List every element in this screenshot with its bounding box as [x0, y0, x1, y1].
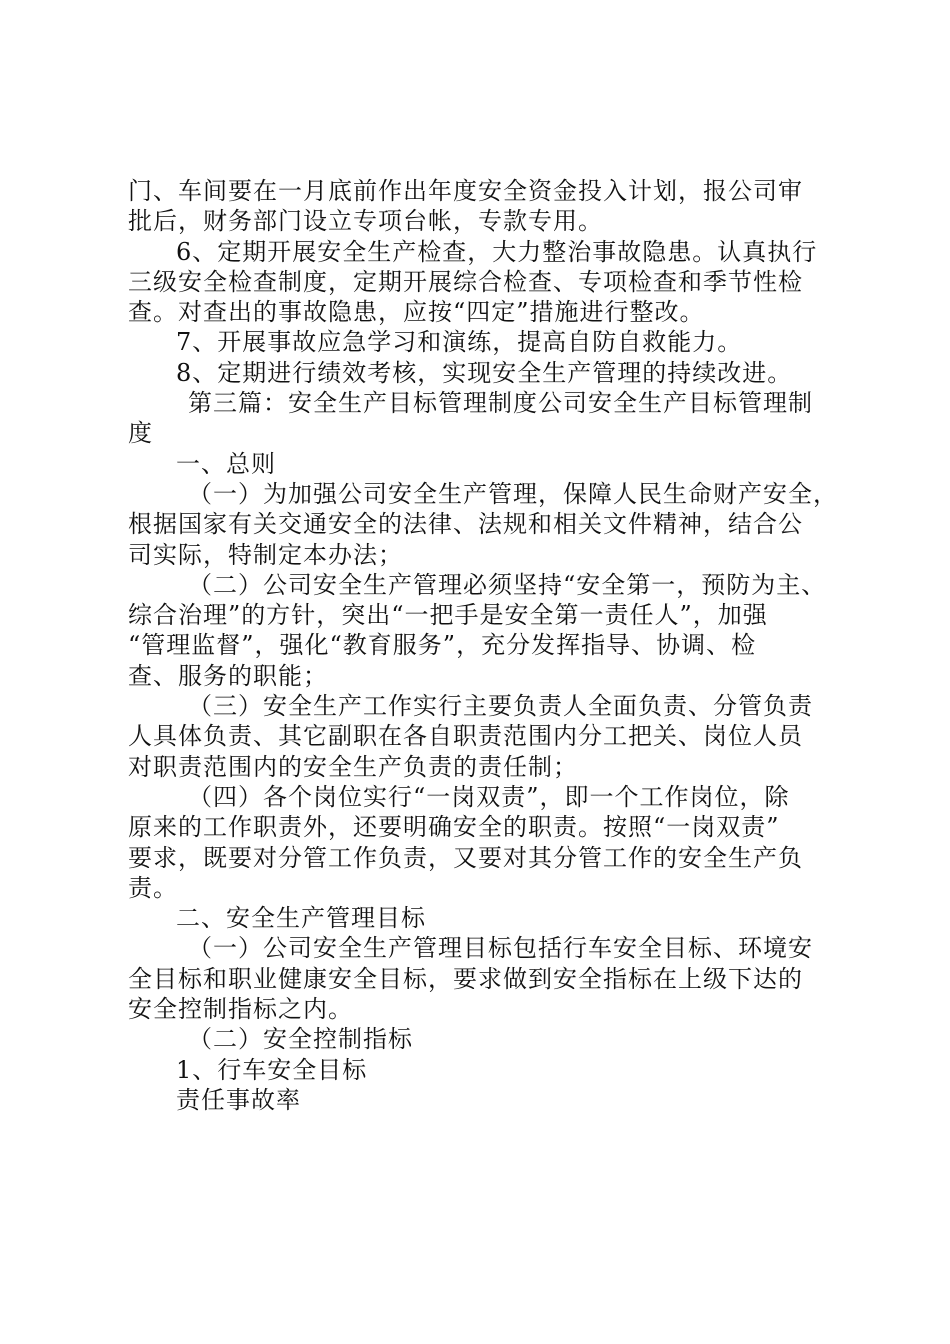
text-line: 8、定期进行绩效考核，实现安全生产管理的持续改进。: [176, 358, 793, 387]
section-heading: 第三篇：安全生产目标管理制度公司安全生产目标管理制: [188, 389, 813, 418]
text-line: 批后，财务部门设立专项台帐，专款专用。: [128, 207, 603, 236]
document-body: [128, 176, 838, 1115]
text-line: 人具体负责、其它副职在各自职责范围内分工把关、岗位人员: [128, 722, 803, 751]
text-line: （四）各个岗位实行“一岗双责”，即一个工作岗位，除: [188, 782, 790, 811]
text-line: （二）公司安全生产管理必须坚持“安全第一，预防为主、: [188, 570, 827, 599]
text-line: 查、服务的职能；: [128, 661, 328, 690]
text-line: 门、车间要在一月底前作出年度安全资金投入计划，报公司审: [128, 177, 803, 205]
text-line: 全目标和职业健康安全目标，要求做到安全指标在上级下达的: [128, 964, 803, 993]
text-line: 查。对查出的事故隐患，应按“四定”措施进行整改。: [128, 298, 705, 327]
text-line: 1、行车安全目标: [176, 1055, 368, 1084]
text-line: 三级安全检查制度，定期开展综合检查、专项检查和季节性检: [128, 267, 803, 296]
subsection-heading: 二、安全生产管理目标: [176, 904, 426, 933]
text-line: 责。: [128, 873, 178, 902]
text-line: 责任事故率: [176, 1085, 301, 1114]
text-line: 6、定期开展安全生产检查，大力整治事故隐患。认真执行: [176, 237, 818, 266]
text-line: 原来的工作职责外，还要明确安全的职责。按照“一岗双责”: [128, 813, 780, 842]
text-line: 司实际，特制定本办法；: [128, 540, 403, 569]
text-line: 综合治理”的方针，突出“一把手是安全第一责任人”，加强: [128, 601, 768, 630]
text-line: （一）公司安全生产管理目标包括行车安全目标、环境安: [188, 934, 813, 963]
text-line: 安全控制指标之内。: [128, 995, 353, 1024]
subsection-heading: （二）安全控制指标: [188, 1025, 413, 1054]
text-line: “管理监督”，强化“教育服务”，充分发挥指导、协调、检: [128, 631, 757, 660]
text-line: 要求，既要对分管工作负责，又要对其分管工作的安全生产负: [128, 843, 803, 872]
text-line: （一）为加强公司安全生产管理，保障人民生命财产安全，: [188, 479, 838, 508]
text-line: 7、开展事故应急学习和演练，提高自防自救能力。: [176, 328, 743, 357]
text-line: 对职责范围内的安全生产负责的责任制；: [128, 752, 578, 781]
text-line: （三）安全生产工作实行主要负责人全面负责、分管负责: [188, 692, 813, 721]
text-line: 根据国家有关交通安全的法律、法规和相关文件精神，结合公: [128, 510, 803, 539]
subsection-heading: 一、总则: [176, 449, 276, 478]
section-heading-continued: 度: [128, 419, 153, 448]
